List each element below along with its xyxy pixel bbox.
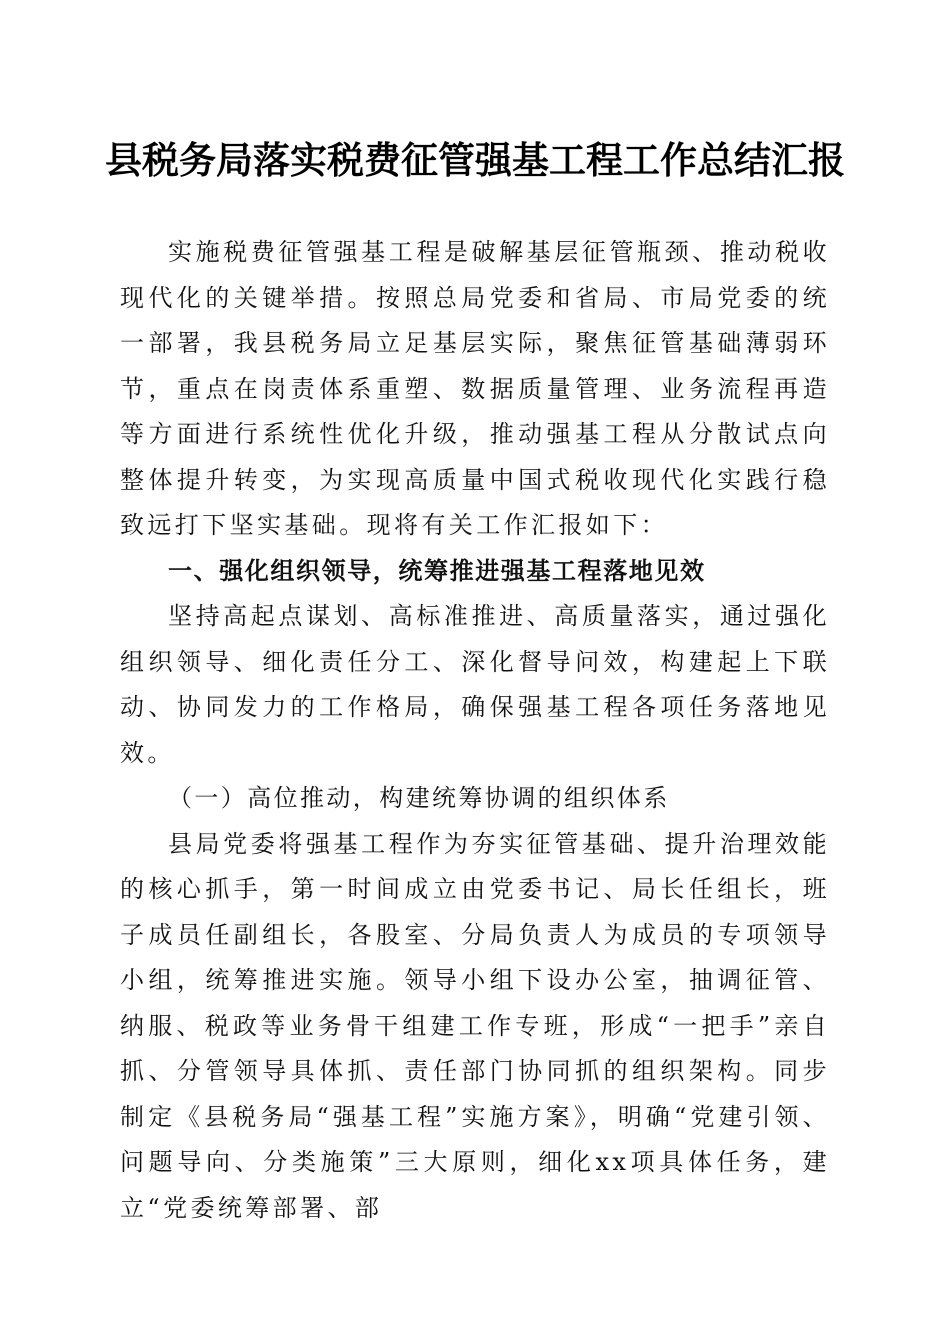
document-body (120, 230, 830, 1231)
subsection-1-paragraph: 县局党委将强基工程作为夯实征管基础、提升治理效能的核心抓手，第一时间成立由党委书记、局长任组长，班子成员任副组长，各股室、分局负责人为成员的专项领导小组，统筹推进实施。领导小组下设办公室，抽调征管、纳服、税政等业务骨干组建工作专班，形成“一把手”亲自抓、分管领导具体抓、责任部门协同抓的组织架构。同步制定《县税务局“强基工程”实施方案》，明确“党建引领、问题导向、分类施策”三大原则，细化xx项具体任务，建立“党委统筹部署、部 (120, 829, 830, 1222)
document-title: 县税务局落实税费征管强基工程工作总结汇报 (105, 138, 845, 182)
intro-paragraph: 实施税费征管强基工程是破解基层征管瓶颈、推动税收现代化的关键举措。按照总局党委和省局、市局党委的统一部署，我县税务局立足基层实际，聚焦征管基础薄弱环节，重点在岗责体系重塑、数据质量管理、业务流程再造等方面进行系统性优化升级，推动强基工程从分散试点向整体提升转变，为实现高质量中国式税收现代化实践行稳致远打下坚实基础。现将有关工作汇报如下： (120, 238, 830, 539)
section-1-heading: 一、强化组织领导，统筹推进强基工程落地见效 (168, 556, 706, 585)
subsection-1-heading: （一）高位推动，构建统筹协调的组织体系 (168, 784, 670, 812)
section-1-intro-paragraph: 坚持高起点谋划、高标准推进、高质量落实，通过强化组织领导、细化责任分工、深化督导问效，构建起上下联动、协同发力的工作格局，确保强基工程各项任务落地见效。 (120, 602, 830, 767)
